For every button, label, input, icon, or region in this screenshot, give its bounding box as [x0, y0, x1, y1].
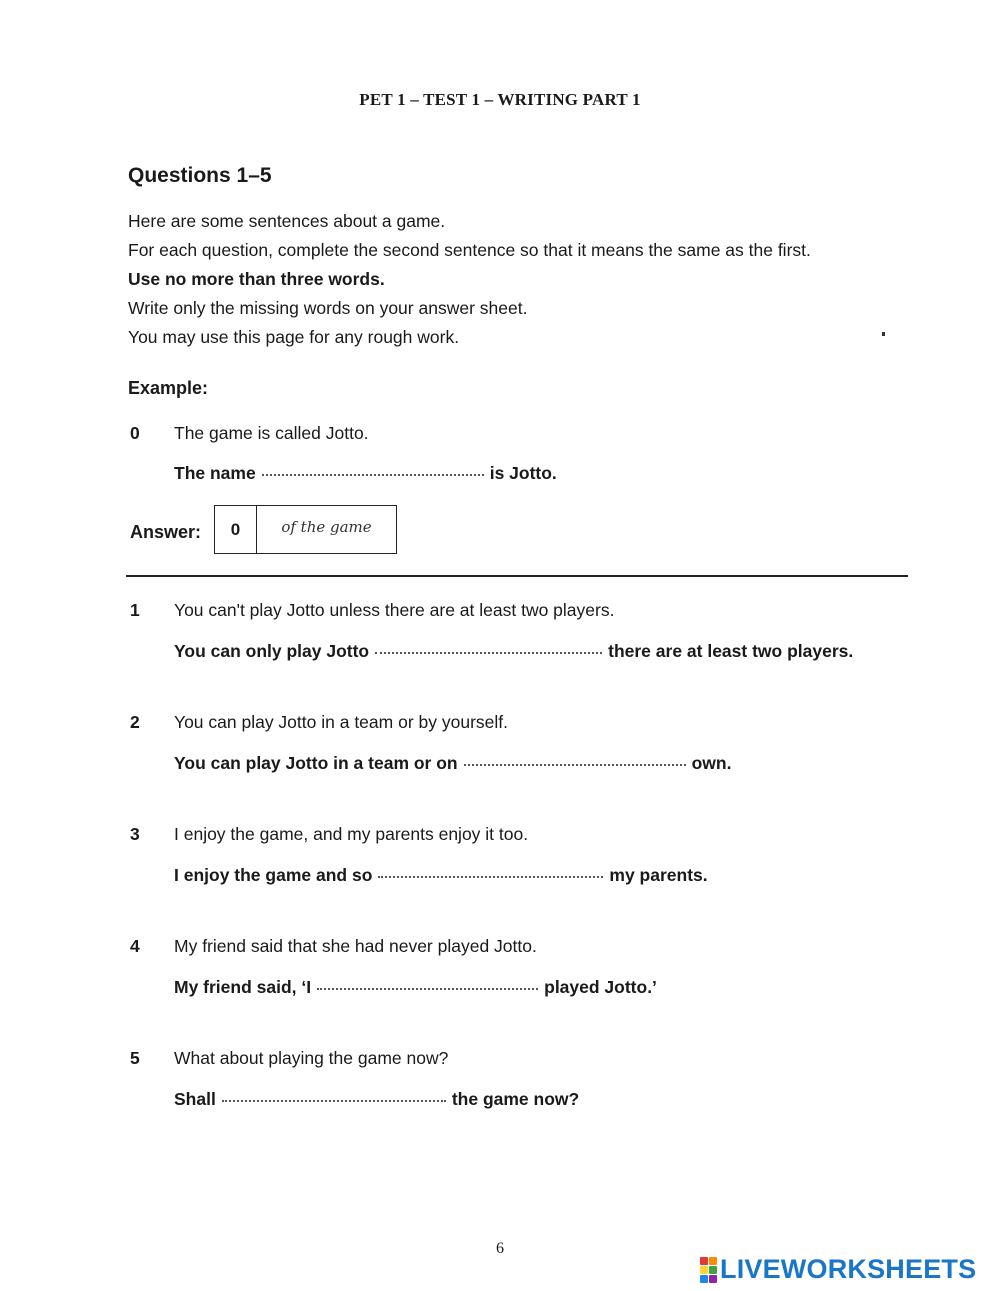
question-sentence: My friend said that she had never played Jotto.: [174, 936, 537, 956]
question-transform: [174, 1089, 579, 1110]
question-suffix: the game now?: [451, 1089, 580, 1109]
answer-text: of the game: [281, 517, 372, 536]
answer-number: 0: [215, 506, 257, 553]
answer-blank-4[interactable]: [317, 986, 538, 990]
question-transform: [174, 865, 708, 886]
instruction-line: Write only the missing words on your answer sheet.: [128, 298, 528, 318]
question-transform: [174, 641, 853, 662]
question-prefix: Shall: [174, 1089, 216, 1109]
page-number: 6: [496, 1240, 504, 1257]
answer-blank-2[interactable]: [464, 762, 686, 766]
question-prefix: I enjoy the game and so: [174, 865, 373, 885]
question-number: 5: [130, 1048, 140, 1068]
logo-tile: [700, 1266, 708, 1274]
answer-box: [214, 505, 397, 554]
answer-blank-1[interactable]: [375, 650, 602, 654]
question-transform: [174, 753, 731, 774]
example-sentence: The game is called Jotto.: [174, 423, 369, 443]
logo-tile: [709, 1257, 717, 1265]
instruction-line: Here are some sentences about a game.: [128, 211, 446, 231]
example-prefix: The name: [174, 463, 256, 483]
question-suffix: played Jotto.’: [544, 977, 657, 997]
question-transform: [174, 977, 657, 998]
question-number: 4: [130, 936, 140, 956]
question-suffix: there are at least two players.: [608, 641, 854, 661]
logo-tiles-icon: [700, 1257, 717, 1283]
instruction-line: You may use this page for any rough work.: [128, 327, 460, 347]
section-divider: [126, 575, 908, 577]
stray-mark: [882, 332, 885, 336]
logo-tile: [709, 1275, 717, 1283]
answer-blank-5[interactable]: [222, 1098, 446, 1102]
page-header: PET 1 – TEST 1 – WRITING PART 1: [359, 90, 641, 109]
example-transform: [174, 463, 557, 484]
question-sentence: You can't play Jotto unless there are at least two players.: [174, 600, 615, 620]
example-label: Example:: [128, 378, 209, 398]
question-prefix: My friend said, ‘I: [174, 977, 312, 997]
instruction-line-bold: Use no more than three words.: [128, 269, 385, 289]
question-prefix: You can play Jotto in a team or on: [174, 753, 458, 773]
question-number: 2: [130, 712, 140, 732]
question-number: 1: [130, 600, 140, 620]
question-prefix: You can only play Jotto: [174, 641, 370, 661]
question-number: 3: [130, 824, 140, 844]
question-sentence: What about playing the game now?: [174, 1048, 449, 1068]
question-sentence: You can play Jotto in a team or by yourself.: [174, 712, 508, 732]
logo-tile: [709, 1266, 717, 1274]
question-suffix: own.: [691, 753, 732, 773]
logo-tile: [700, 1275, 708, 1283]
question-sentence: I enjoy the game, and my parents enjoy it too.: [174, 824, 529, 844]
answer-label: Answer:: [130, 522, 202, 542]
example-suffix: is Jotto.: [489, 463, 557, 483]
liveworksheets-logo[interactable]: [700, 1254, 976, 1285]
example-blank: [262, 472, 484, 476]
answer-blank-3[interactable]: [378, 874, 603, 878]
instructions: [128, 207, 811, 352]
instruction-line: For each question, complete the second sentence so that it means the same as the first.: [128, 240, 811, 260]
questions-heading: Questions 1–5: [128, 164, 272, 187]
logo-text: LIVEWORKSHEETS: [720, 1254, 977, 1284]
example-number: 0: [130, 423, 140, 443]
question-suffix: my parents.: [609, 865, 708, 885]
logo-tile: [700, 1257, 708, 1265]
